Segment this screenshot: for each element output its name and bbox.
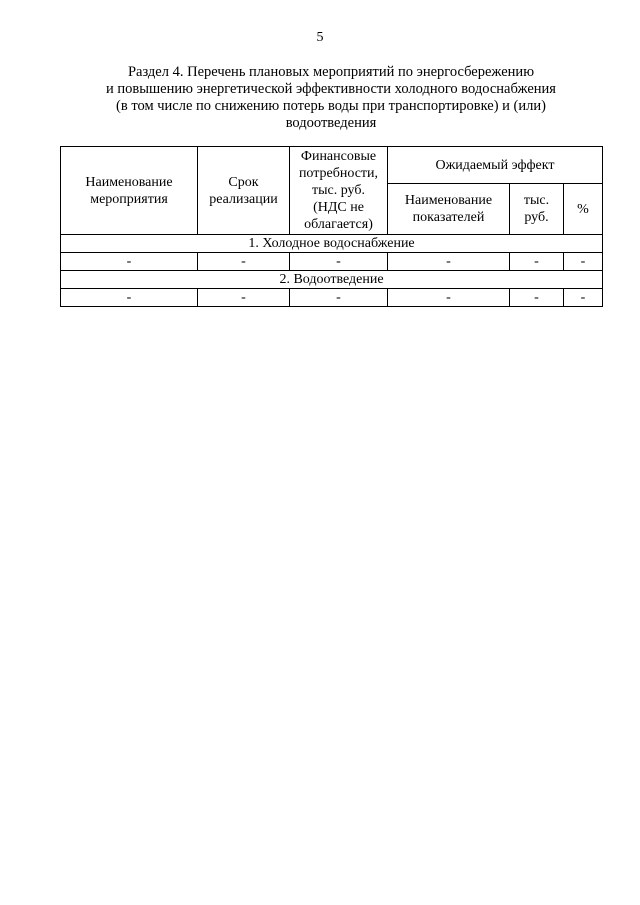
table-cell: - — [388, 253, 510, 271]
table-cell: - — [564, 289, 603, 307]
header-thousand-rub: тыс. руб. — [510, 184, 564, 235]
section-title: 1. Холодное водоснабжение — [61, 235, 603, 253]
table-cell: - — [61, 289, 198, 307]
table-cell: - — [510, 289, 564, 307]
heading-line: водоотведения — [285, 115, 377, 131]
table-cell: - — [198, 289, 290, 307]
header-finance-line: Финансовые — [300, 149, 377, 164]
header-percent: % — [564, 184, 603, 235]
header-finance-line: тыс. руб. — [312, 183, 365, 198]
header-effect: Ожидаемый эффект — [388, 147, 603, 184]
section-heading — [60, 64, 602, 132]
table-cell: - — [290, 289, 388, 307]
table-cell: - — [388, 289, 510, 307]
heading-line: Раздел 4. Перечень плановых мероприятий по энергосбережению — [127, 64, 535, 80]
header-finance-line: потребности, — [298, 166, 379, 181]
section-row — [61, 271, 603, 289]
heading-line: (в том числе по снижению потерь воды при транспортировке) и (или) — [116, 98, 546, 114]
section-title: 2. Водоотведение — [61, 271, 603, 289]
header-name: Наименование мероприятия — [61, 147, 198, 235]
header-period: Срок реализации — [198, 147, 290, 235]
header-finance — [290, 147, 388, 235]
table-cell: - — [61, 253, 198, 271]
table-cell: - — [564, 253, 603, 271]
section-row — [61, 235, 603, 253]
measures-table — [60, 146, 603, 307]
table-cell: - — [510, 253, 564, 271]
page-number: 5 — [316, 30, 324, 45]
heading-line: и повышению энергетической эффективности холодного водоснабжения — [106, 81, 556, 97]
header-finance-line: (НДС не — [313, 200, 364, 215]
header-indicators: Наименование показателей — [388, 184, 510, 235]
table-row — [61, 289, 603, 307]
header-row — [61, 147, 603, 184]
table-row — [61, 253, 603, 271]
header-finance-line: облагается) — [304, 217, 373, 232]
table-cell: - — [198, 253, 290, 271]
table-cell: - — [290, 253, 388, 271]
